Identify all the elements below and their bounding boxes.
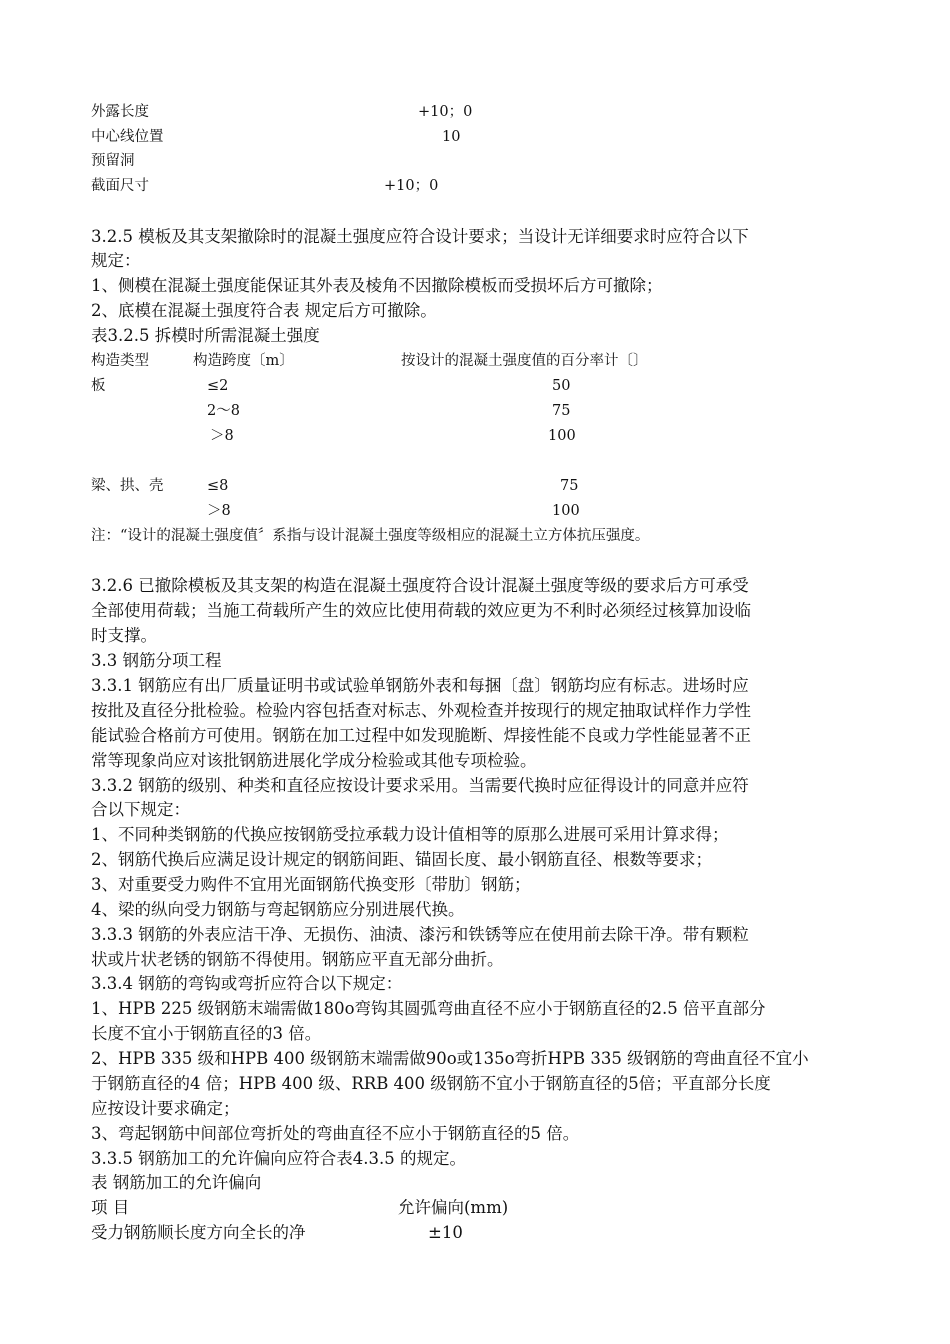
paragraph-line: 常等现象尚应对该批钢筋进展化学成分检验或其他专项检验。 [91, 751, 537, 770]
table-row-label: 截面尺寸 [91, 178, 149, 194]
table-row-label: 外露长度 [91, 104, 149, 120]
paragraph-line: 时支撑。 [91, 626, 157, 645]
table-row-label: 中心线位置 [91, 129, 164, 145]
list-item: 1、侧模在混凝土强度能保证其外表及棱角不因撤除模板而受损坏后方可撤除； [91, 276, 663, 295]
list-item: 于钢筋直径的4 倍；HPB 400 级、RRB 400 级钢筋不宜小于钢筋直径的5倍；平直部分长度 [91, 1074, 771, 1093]
paragraph-line: 能试验合格前方可使用。钢筋在加工过程中如发现脆断、焊接性能不良或力学性能显著不正 [91, 726, 751, 745]
table-cell-percent: 75 [552, 403, 571, 419]
table-row-label: 预留洞 [91, 153, 135, 169]
table-title: 表3.2.5 拆模时所需混凝土强度 [91, 326, 320, 345]
table-title: 表 钢筋加工的允许偏向 [91, 1173, 262, 1192]
paragraph-line: 3.3.3 钢筋的外表应洁干净、无损伤、油渍、漆污和铁锈等应在使用前去除干净。带有颗粒 [91, 925, 749, 944]
paragraph-line: 规定： [91, 251, 141, 270]
paragraph-line: 合以下规定： [91, 800, 190, 819]
section-heading: 3.3 钢筋分项工程 [91, 651, 222, 670]
list-item: 3、弯起钢筋中间部位弯折处的弯曲直径不应小于钢筋直径的5 倍。 [91, 1124, 580, 1143]
table-cell-span: ＞8 [207, 503, 231, 519]
table-cell-item: 受力钢筋顺长度方向全长的净 [91, 1223, 306, 1242]
paragraph-line: 状或片状老锈的钢筋不得使用。钢筋应平直无部分曲折。 [91, 950, 504, 969]
table-row-value: +10；0 [418, 104, 473, 120]
paragraph-line: 按批及直径分批检验。检验内容包括查对标志、外观检查并按现行的规定抽取试样作力学性 [91, 701, 751, 720]
table-cell-span: ≤8 [207, 478, 229, 494]
paragraph-line: 全部使用荷载；当施工荷载所产生的效应比使用荷载的效应更为不利时必须经过核算加设临 [91, 601, 751, 620]
table-header: 构造类型 [91, 353, 149, 369]
table-cell-percent: 100 [548, 428, 576, 444]
table-row-value: +10；0 [384, 178, 439, 194]
paragraph-line: 3.2.6 已撤除模板及其支架的构造在混凝土强度符合设计混凝土强度等级的要求后方可承受 [91, 576, 749, 595]
table-header: 项 目 [91, 1198, 130, 1217]
paragraph-line: 3.3.2 钢筋的级别、种类和直径应按设计要求采用。当需要代换时应征得设计的同意并应符 [91, 776, 749, 795]
list-item: 2、HPB 335 级和HPB 400 级钢筋末端需做90o或135o弯折HPB 335 级钢筋的弯曲直径不宜小 [91, 1049, 809, 1068]
table-cell-value: ±10 [428, 1223, 463, 1242]
table-cell-span: 2～8 [207, 403, 240, 419]
paragraph-line: 3.3.4 钢筋的弯钩或弯折应符合以下规定： [91, 974, 403, 993]
list-item: 4、梁的纵向受力钢筋与弯起钢筋应分别进展代换。 [91, 900, 465, 919]
list-item: 1、HPB 225 级钢筋末端需做180o弯钩其圆弧弯曲直径不应小于钢筋直径的2.5 倍平直部分 [91, 999, 766, 1018]
table-cell-type: 板 [91, 378, 106, 394]
table-cell-span: ＞8 [210, 428, 234, 444]
table-note: 注：“设计的混凝土强度值〞系指与设计混凝土强度等级相应的混凝土立方体抗压强度。 [91, 528, 650, 544]
list-item: 应按设计要求确定； [91, 1099, 240, 1118]
list-item: 3、对重要受力购件不宜用光面钢筋代换变形〔带肋〕钢筋； [91, 875, 531, 894]
list-item: 1、不同种类钢筋的代换应按钢筋受拉承载力设计值相等的原那么进展可采用计算求得； [91, 825, 729, 844]
paragraph-line: 3.3.5 钢筋加工的允许偏向应符合表4.3.5 的规定。 [91, 1149, 466, 1168]
list-item: 长度不宜小于钢筋直径的3 倍。 [91, 1024, 322, 1043]
list-item: 2、钢筋代换后应满足设计规定的钢筋间距、锚固长度、最小钢筋直径、根数等要求； [91, 850, 712, 869]
table-header: 允许偏向(mm) [398, 1198, 509, 1217]
table-header: 按设计的混凝土强度值的百分率计〔〕 [401, 353, 648, 369]
table-cell-percent: 50 [552, 378, 571, 394]
paragraph-line: 3.3.1 钢筋应有出厂质量证明书或试验单钢筋外表和每捆〔盘〕钢筋均应有标志。进场时应 [91, 676, 749, 695]
paragraph-line: 3.2.5 模板及其支架撤除时的混凝土强度应符合设计要求；当设计无详细要求时应符合以下 [91, 227, 749, 246]
table-header: 构造跨度〔m〕 [193, 353, 294, 369]
list-item: 2、底模在混凝土强度符合表 规定后方可撤除。 [91, 301, 437, 320]
table-row-value: 10 [442, 129, 461, 145]
table-cell-span: ≤2 [207, 378, 229, 394]
table-cell-type: 梁、拱、壳 [91, 478, 164, 494]
table-cell-percent: 75 [560, 478, 579, 494]
table-cell-percent: 100 [552, 503, 580, 519]
